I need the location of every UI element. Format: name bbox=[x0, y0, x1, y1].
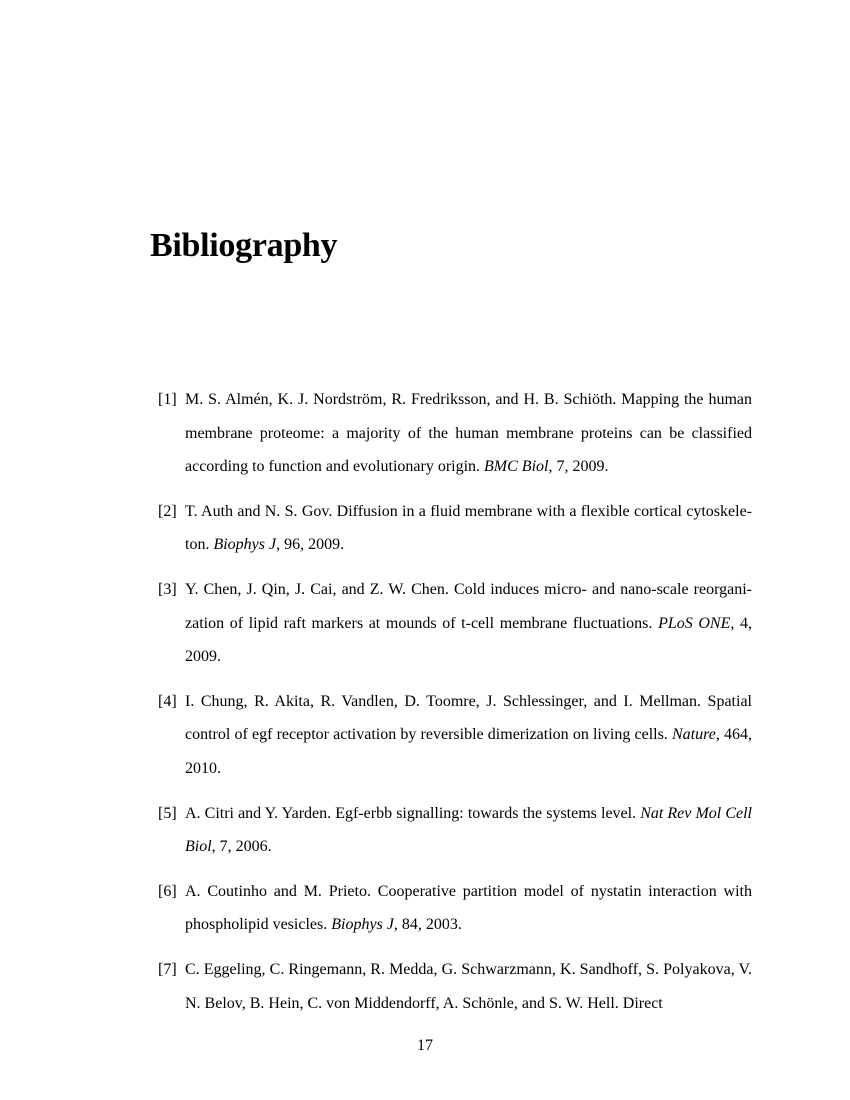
reference-number: [ 5 ] bbox=[158, 797, 177, 831]
reference-text: M. S. Almén, K. J. Nordström, R. Fredriksson, and H. B. Schiöth. Mapping the human membrane proteome: a majority of the human membrane proteins can be classified according to function and evolutionary origin. bbox=[185, 391, 752, 476]
reference-number: [ 6 ] bbox=[158, 875, 177, 909]
reference-details: , 84, 2003. bbox=[393, 916, 462, 934]
reference-number: [ 4 ] bbox=[158, 685, 177, 719]
reference-journal: Nat Rev Mol Cell Biol bbox=[185, 804, 752, 856]
reference-number: [ 1 ] bbox=[158, 383, 177, 417]
reference-text: A. Citri and Y. Yarden. Egf-erbb signalling: towards the systems level. bbox=[185, 804, 637, 822]
reference-text: T. Auth and N. S. Gov. Diffusion in a fluid membrane with a flexible cortical cytoskeleton. bbox=[185, 502, 752, 554]
bibliography-entry bbox=[158, 573, 752, 674]
reference-details: , 4, 2009. bbox=[185, 614, 753, 666]
reference-journal: Nature bbox=[671, 726, 716, 744]
reference-journal: Biophys J bbox=[213, 536, 277, 554]
bibliography-entry bbox=[158, 797, 752, 864]
bibliography-entry bbox=[158, 953, 752, 1020]
reference-number: [ 2 ] bbox=[158, 495, 177, 529]
bibliography-entry bbox=[158, 495, 752, 562]
reference-details: , 7, 2009. bbox=[548, 458, 609, 476]
reference-number: [ 3 ] bbox=[158, 573, 177, 607]
reference-details: , 96, 2009. bbox=[276, 536, 345, 554]
bibliography-list bbox=[158, 383, 752, 1020]
page-number: 17 bbox=[417, 1037, 433, 1054]
bibliography-entry bbox=[158, 685, 752, 786]
reference-text: A. Coutinho and M. Prieto. Cooperative partition model of nystatin interaction with phospholipid vesicles. bbox=[185, 882, 752, 934]
reference-journal: PLoS ONE bbox=[658, 614, 731, 632]
reference-journal: BMC Biol bbox=[484, 458, 549, 476]
reference-number: [ 7 ] bbox=[158, 953, 177, 987]
reference-details: , 464, 2010. bbox=[185, 726, 753, 777]
page-title: Bibliography bbox=[150, 227, 338, 264]
reference-text: Y. Chen, J. Qin, J. Cai, and Z. W. Chen. Cold induces micro- and nano-scale reorganization of lipid raft markers at mounds of t-cell membrane fluctuations. bbox=[185, 580, 752, 632]
reference-text: I. Chung, R. Akita, R. Vandlen, D. Toomre, J. Schlessinger, and I. Mellman. Spatial control of egf receptor activation by reversible dimerization on living cells. bbox=[185, 692, 752, 744]
bibliography-entry bbox=[158, 875, 752, 942]
reference-text: C. Eggeling, C. Ringemann, R. Medda, G. Schwarzmann, K. Sandhoff, S. Polyakova, V. N. Belov, B. Hein, C. von Middendorff, A. Schönle, and S. W. Hell. Direct bbox=[185, 960, 752, 1012]
reference-details: , 7, 2006. bbox=[211, 838, 272, 856]
reference-journal: Biophys J bbox=[331, 916, 394, 934]
bibliography-entry bbox=[158, 383, 752, 484]
